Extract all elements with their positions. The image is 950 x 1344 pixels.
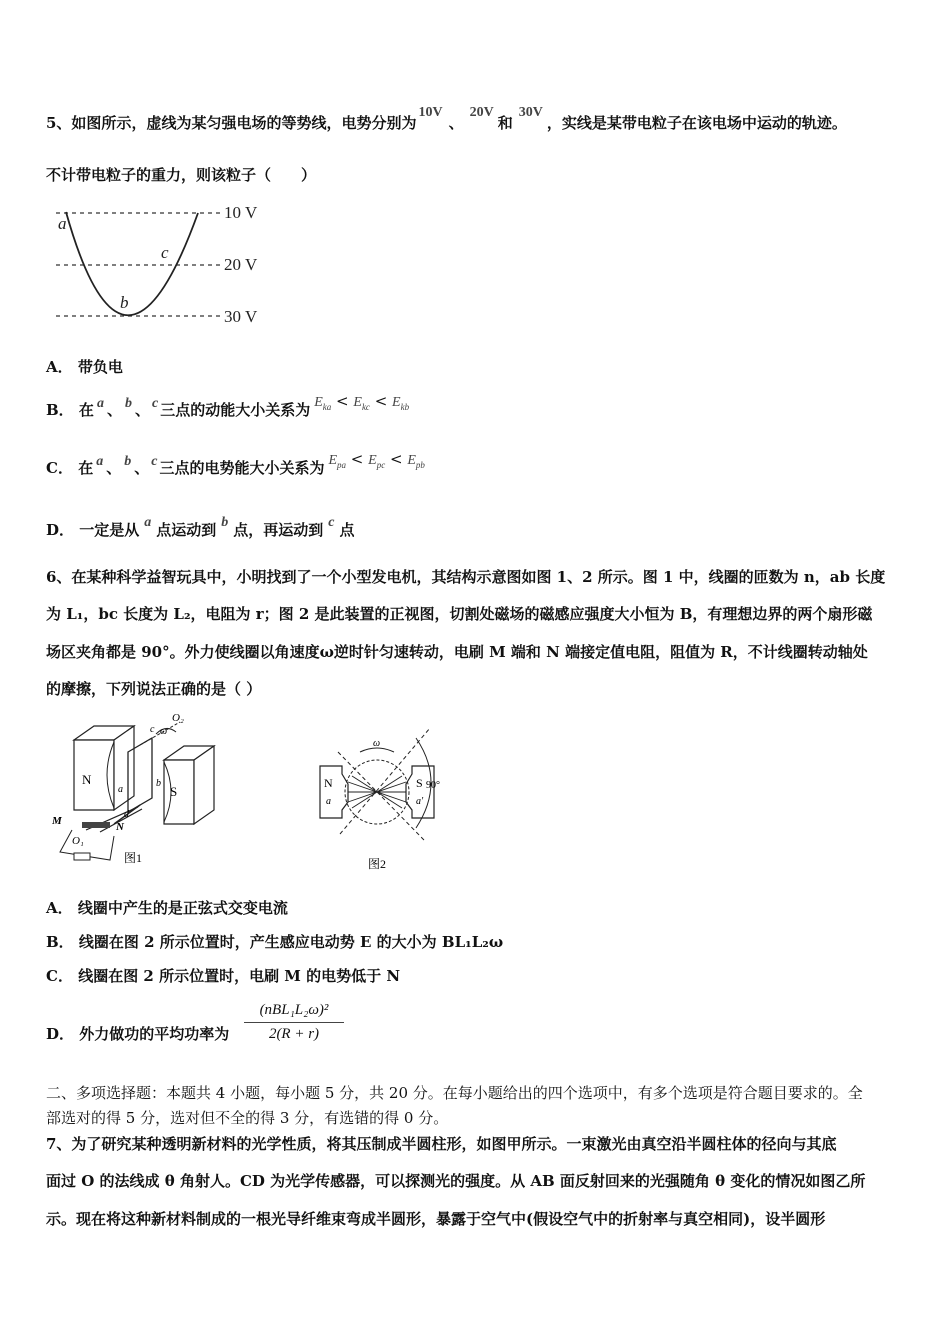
point-c: c (161, 243, 169, 262)
option-text: 三点的动能大小关系为 (160, 401, 311, 419)
fig1-caption: 图1 (124, 851, 143, 865)
option-letter: A． (46, 899, 73, 917)
q5-stem-text-post: ，实线是某带电粒子在该电场中运动的轨迹。 (546, 114, 847, 132)
label-30v: 30 V (224, 307, 258, 326)
q6-option-d[interactable] (46, 1024, 229, 1044)
q6-figure2 (316, 722, 446, 872)
point-a: a (96, 454, 104, 469)
formula-numerator: (nBL₁L₂ω)² (244, 1002, 344, 1023)
fig2-label-a: a (326, 796, 331, 807)
power-formula (244, 1002, 344, 1043)
q6-stem-line1: 6、在某种科学益智玩具中，小明找到了一个小型发电机，其结构示意图如图 1、2 所示。图 1 中，线圈的匝数为 n，ab 长度 (46, 568, 886, 586)
fig1-label-N2: N (116, 821, 124, 833)
fig2-label-90deg: 90° (426, 780, 440, 791)
q5-option-a[interactable] (46, 357, 123, 377)
fig2-caption: 图2 (368, 857, 387, 871)
q6-option-c[interactable] (46, 966, 400, 986)
formula-denominator: 2(R + r) (268, 1026, 320, 1042)
q5-stem-text: 5、如图所示，虚线为某匀强电场的等势线，电势分别为 (46, 114, 417, 132)
q6-stem-line4: 的摩擦，下列说法正确的是（ ） (46, 680, 262, 698)
section2-header-line1: 二、多项选择题：本题共 4 小题，每小题 5 分，共 20 分。在每小题给出的四个选项中，有多个选项是符合题目要求的。全 (46, 1084, 863, 1102)
q5-figure (46, 196, 286, 331)
option-text: 在 (78, 459, 94, 477)
option-text: 外力做功的平均功率为 (79, 1025, 230, 1043)
option-letter: C． (46, 967, 73, 985)
separator: 、 (134, 401, 150, 419)
point-b: b (124, 396, 132, 411)
option-letter: D． (46, 1025, 75, 1043)
fig2-label-S: S (416, 776, 423, 790)
separator: 、 (106, 459, 122, 477)
potential-30v: 30V (518, 105, 543, 120)
point-c: c (151, 396, 159, 411)
q5-stem-line1 (46, 105, 847, 135)
separator: 、 (448, 114, 464, 132)
separator: 和 (497, 114, 513, 132)
q6-stem-line3: 场区夹角都是 90°。外力使线圈以角速度ω逆时针匀速转动，电刷 M 端和 N 端接定值电阻，阻值为 R，不计线圈转动轴处 (46, 643, 868, 661)
potential-energy-relation: $E_{pa} < E_{pc} < E_{pb}$ (328, 450, 425, 470)
option-text: 在 (78, 401, 94, 419)
q7-stem-line3: 示。现在将这种新材料制成的一根光导纤维束弯成半圆形，暴露于空气中(假设空气中的折射率与真空相同)，设半圆形 (46, 1210, 826, 1228)
option-text: 点，再运动到 (233, 521, 324, 539)
label-20v: 20 V (224, 255, 258, 274)
option-letter: D． (46, 521, 75, 539)
point-b: b (120, 293, 129, 312)
point-a: a (96, 396, 104, 411)
point-a: a (144, 515, 152, 530)
option-letter: B． (46, 933, 74, 951)
point-c: c (328, 515, 335, 530)
potential-10v: 10V (418, 105, 443, 120)
option-text: 线圈在图 2 所示位置时，电刷 M 的电势低于 N (78, 967, 401, 985)
fig2-label-omega: ω (373, 738, 381, 749)
q6-option-b[interactable] (46, 932, 503, 952)
fig1-label-O1: O₁ (72, 835, 84, 847)
q5-option-c[interactable] (46, 450, 425, 484)
fig1-label-c: c (150, 724, 155, 735)
q5-option-b[interactable] (46, 392, 410, 426)
fig2-label-N: N (324, 776, 333, 790)
option-text: 三点的电势能大小关系为 (159, 459, 325, 477)
section2-header-line2: 部选对的得 5 分，选对但不全的得 3 分，有选错的得 0 分。 (46, 1109, 449, 1127)
option-text: 点 (339, 521, 355, 539)
option-letter: C． (46, 459, 73, 477)
point-a: a (58, 214, 67, 233)
q7-stem-line1: 7、为了研究某种透明新材料的光学性质，将其压制成半圆柱形，如图甲所示。一束激光由真空沿半圆柱体的径向与其底 (46, 1135, 837, 1153)
q6-stem-line2: 为 L₁，bc 长度为 L₂，电阻为 r；图 2 是此装置的正视图，切割处磁场的磁感应强度大小恒为 B，有理想边界的两个扇形磁 (46, 605, 873, 623)
fig1-label-omega: ω (160, 726, 168, 737)
fig1-label-M: M (52, 815, 62, 827)
q6-figure1 (52, 712, 222, 872)
option-text: 带负电 (77, 358, 123, 376)
point-b: b (221, 515, 229, 530)
fig1-label-b: b (156, 778, 161, 789)
fig1-label-N: N (82, 772, 92, 787)
q5-stem-line2: 不计带电粒子的重力，则该粒子（ ） (46, 166, 317, 184)
q5-option-d[interactable] (46, 515, 355, 542)
option-text: 点运动到 (156, 521, 217, 539)
trajectory-curve (66, 212, 198, 315)
option-text: 线圈中产生的是正弦式交变电流 (77, 899, 288, 917)
separator: 、 (106, 401, 122, 419)
option-text: 一定是从 (79, 521, 140, 539)
fig1-label-O2: O₂ (172, 712, 184, 724)
separator: 、 (134, 459, 150, 477)
fig1-label-a: a (118, 784, 123, 795)
kinetic-energy-relation: $E_{ka} < E_{kc} < E_{kb}$ (314, 392, 410, 412)
fig1-label-S: S (170, 784, 178, 799)
option-letter: B． (46, 401, 74, 419)
option-letter: A． (46, 358, 73, 376)
fig2-label-a-prime: a' (416, 796, 424, 807)
point-c: c (151, 454, 158, 469)
q6-option-a[interactable] (46, 898, 288, 918)
option-text: 线圈在图 2 所示位置时，产生感应电动势 E 的大小为 BL₁L₂ω (78, 933, 504, 951)
fig1-label-d: d (124, 809, 129, 820)
point-b: b (124, 454, 132, 469)
q7-stem-line2: 面过 O 的法线成 θ 角射人。CD 为光学传感器，可以探测光的强度。从 AB 面反射回来的光强随角 θ 变化的情况如图乙所 (46, 1172, 866, 1190)
potential-20v: 20V (469, 105, 494, 120)
label-10v: 10 V (224, 203, 258, 222)
